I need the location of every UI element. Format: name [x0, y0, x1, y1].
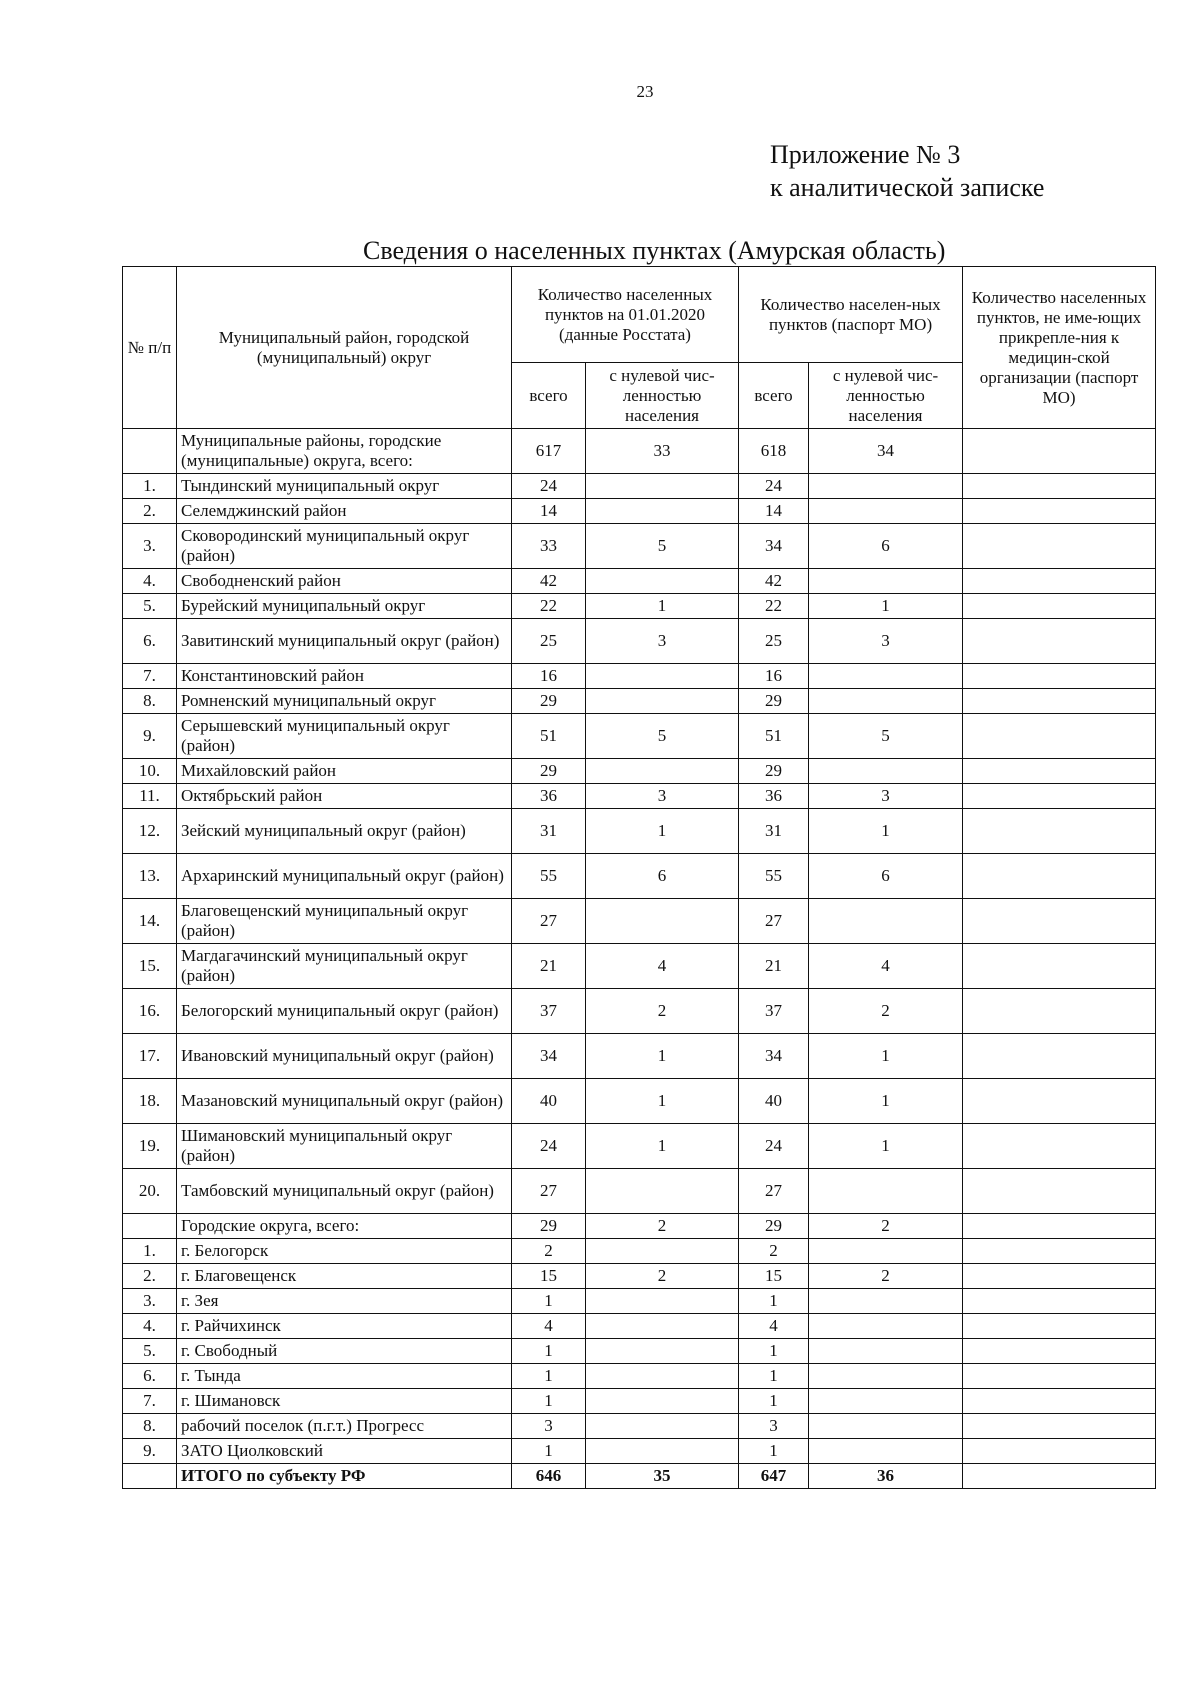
municipal-row	[123, 664, 1156, 689]
rosstat-zero: 2	[586, 989, 739, 1034]
no-attach	[963, 619, 1156, 664]
municipal-row	[123, 759, 1156, 784]
row-number: 11.	[123, 784, 177, 809]
rosstat-zero	[586, 474, 739, 499]
rosstat-total: 1	[512, 1339, 586, 1364]
row-name: г. Зея	[177, 1289, 512, 1314]
municipal-row	[123, 809, 1156, 854]
passport-zero	[809, 1389, 963, 1414]
row-name: Серышевский муниципальный округ (район)	[177, 714, 512, 759]
appendix-line-1: Приложение № 3	[770, 140, 961, 169]
rosstat-zero	[586, 1439, 739, 1464]
rosstat-zero: 6	[586, 854, 739, 899]
rosstat-total: 1	[512, 1364, 586, 1389]
urban-row	[123, 1314, 1156, 1339]
passport-zero	[809, 499, 963, 524]
rosstat-total: 29	[512, 1214, 586, 1239]
municipal-row	[123, 569, 1156, 594]
rosstat-total: 15	[512, 1264, 586, 1289]
row-name: Муниципальные районы, городские (муниципальные) округа, всего:	[177, 429, 512, 474]
rosstat-total: 42	[512, 569, 586, 594]
passport-zero	[809, 689, 963, 714]
passport-zero: 4	[809, 944, 963, 989]
passport-total: 36	[739, 784, 809, 809]
passport-total: 1	[739, 1339, 809, 1364]
rosstat-zero: 33	[586, 429, 739, 474]
row-number	[123, 1464, 177, 1489]
rosstat-zero: 1	[586, 809, 739, 854]
rosstat-total: 37	[512, 989, 586, 1034]
no-attach	[963, 1034, 1156, 1079]
row-name: Белогорский муниципальный округ (район)	[177, 989, 512, 1034]
row-number: 4.	[123, 569, 177, 594]
passport-zero: 34	[809, 429, 963, 474]
no-attach	[963, 899, 1156, 944]
no-attach	[963, 1289, 1156, 1314]
passport-total: 618	[739, 429, 809, 474]
document-title: Сведения о населенных пунктах (Амурская область)	[363, 236, 946, 265]
urban-row	[123, 1439, 1156, 1464]
urban-row	[123, 1389, 1156, 1414]
rosstat-zero	[586, 1414, 739, 1439]
table-body	[123, 429, 1156, 1489]
no-attach	[963, 714, 1156, 759]
municipal-row	[123, 714, 1156, 759]
passport-total: 40	[739, 1079, 809, 1124]
passport-total: 55	[739, 854, 809, 899]
row-number: 4.	[123, 1314, 177, 1339]
municipal-total-row	[123, 429, 1156, 474]
passport-total: 29	[739, 689, 809, 714]
rosstat-total: 16	[512, 664, 586, 689]
rosstat-total: 36	[512, 784, 586, 809]
no-attach	[963, 1314, 1156, 1339]
no-attach	[963, 809, 1156, 854]
passport-total: 27	[739, 1169, 809, 1214]
passport-zero: 6	[809, 524, 963, 569]
row-name: г. Тында	[177, 1364, 512, 1389]
passport-total: 37	[739, 989, 809, 1034]
rosstat-zero: 3	[586, 784, 739, 809]
passport-total: 27	[739, 899, 809, 944]
passport-total: 34	[739, 1034, 809, 1079]
rosstat-zero	[586, 1169, 739, 1214]
row-number: 1.	[123, 474, 177, 499]
row-number: 6.	[123, 619, 177, 664]
no-attach	[963, 759, 1156, 784]
header-rosstat-total: всего	[512, 363, 586, 429]
page-number: 23	[636, 82, 654, 101]
row-number: 5.	[123, 1339, 177, 1364]
rosstat-total: 55	[512, 854, 586, 899]
no-attach	[963, 664, 1156, 689]
rosstat-zero	[586, 1239, 739, 1264]
passport-total: 1	[739, 1439, 809, 1464]
passport-zero	[809, 759, 963, 784]
rosstat-total: 646	[512, 1464, 586, 1489]
row-number: 9.	[123, 714, 177, 759]
rosstat-zero	[586, 899, 739, 944]
rosstat-zero	[586, 1314, 739, 1339]
row-number: 2.	[123, 1264, 177, 1289]
no-attach	[963, 1339, 1156, 1364]
rosstat-zero	[586, 1389, 739, 1414]
row-name: Завитинский муниципальный округ (район)	[177, 619, 512, 664]
passport-total: 31	[739, 809, 809, 854]
rosstat-total: 27	[512, 899, 586, 944]
header-no-attach: Количество населенных пунктов, не име-ющих прикрепле-ния к медицин-ской организации (паспорт МО)	[963, 267, 1156, 429]
row-number: 2.	[123, 499, 177, 524]
rosstat-total: 2	[512, 1239, 586, 1264]
row-number: 8.	[123, 1414, 177, 1439]
row-number: 20.	[123, 1169, 177, 1214]
row-name: рабочий поселок (п.г.т.) Прогресс	[177, 1414, 512, 1439]
row-name: Архаринский муниципальный округ (район)	[177, 854, 512, 899]
no-attach	[963, 499, 1156, 524]
row-name: Мазановский муниципальный округ (район)	[177, 1079, 512, 1124]
row-number: 6.	[123, 1364, 177, 1389]
no-attach	[963, 1239, 1156, 1264]
header-passport-zero: с нулевой чис-ленностью населения	[809, 363, 963, 429]
passport-total: 1	[739, 1389, 809, 1414]
row-name: ЗАТО Циолковский	[177, 1439, 512, 1464]
row-number: 7.	[123, 1389, 177, 1414]
urban-row	[123, 1264, 1156, 1289]
rosstat-zero: 35	[586, 1464, 739, 1489]
rosstat-zero: 1	[586, 1034, 739, 1079]
row-number: 15.	[123, 944, 177, 989]
passport-zero: 1	[809, 594, 963, 619]
row-number: 1.	[123, 1239, 177, 1264]
no-attach	[963, 689, 1156, 714]
passport-total: 24	[739, 474, 809, 499]
row-name: Октябрьский район	[177, 784, 512, 809]
row-name: Сковородинский муниципальный округ (район)	[177, 524, 512, 569]
passport-zero: 1	[809, 1034, 963, 1079]
no-attach	[963, 429, 1156, 474]
rosstat-zero	[586, 499, 739, 524]
rosstat-total: 31	[512, 809, 586, 854]
passport-zero: 2	[809, 989, 963, 1034]
passport-total: 16	[739, 664, 809, 689]
rosstat-zero	[586, 569, 739, 594]
rosstat-total: 3	[512, 1414, 586, 1439]
row-name: г. Шимановск	[177, 1389, 512, 1414]
municipal-row	[123, 594, 1156, 619]
row-number: 14.	[123, 899, 177, 944]
rosstat-total: 24	[512, 1124, 586, 1169]
rosstat-zero	[586, 689, 739, 714]
row-number	[123, 429, 177, 474]
passport-zero	[809, 1289, 963, 1314]
header-num: № п/п	[123, 267, 177, 429]
no-attach	[963, 989, 1156, 1034]
grand-total-row	[123, 1464, 1156, 1489]
rosstat-total: 40	[512, 1079, 586, 1124]
passport-total: 15	[739, 1264, 809, 1289]
row-name: г. Свободный	[177, 1339, 512, 1364]
no-attach	[963, 1079, 1156, 1124]
passport-zero: 36	[809, 1464, 963, 1489]
rosstat-total: 617	[512, 429, 586, 474]
header-passport-total: всего	[739, 363, 809, 429]
rosstat-zero	[586, 759, 739, 784]
municipal-row	[123, 899, 1156, 944]
passport-total: 1	[739, 1364, 809, 1389]
no-attach	[963, 1389, 1156, 1414]
passport-zero	[809, 1439, 963, 1464]
no-attach	[963, 1124, 1156, 1169]
header-passport: Количество населен-ных пунктов (паспорт МО)	[739, 267, 963, 363]
rosstat-zero: 3	[586, 619, 739, 664]
no-attach	[963, 784, 1156, 809]
passport-zero: 1	[809, 809, 963, 854]
header-rosstat: Количество населенных пунктов на 01.01.2020 (данные Росстата)	[512, 267, 739, 363]
municipal-row	[123, 1034, 1156, 1079]
rosstat-total: 4	[512, 1314, 586, 1339]
passport-zero: 1	[809, 1124, 963, 1169]
no-attach	[963, 1214, 1156, 1239]
rosstat-total: 1	[512, 1389, 586, 1414]
row-number: 3.	[123, 524, 177, 569]
row-number: 5.	[123, 594, 177, 619]
passport-zero	[809, 569, 963, 594]
rosstat-total: 51	[512, 714, 586, 759]
rosstat-total: 34	[512, 1034, 586, 1079]
rosstat-zero: 1	[586, 594, 739, 619]
row-name: ИТОГО по субъекту РФ	[177, 1464, 512, 1489]
row-name: Ромненский муниципальный округ	[177, 689, 512, 714]
urban-row	[123, 1289, 1156, 1314]
rosstat-total: 1	[512, 1289, 586, 1314]
row-name: Благовещенский муниципальный округ (район)	[177, 899, 512, 944]
rosstat-total: 1	[512, 1439, 586, 1464]
municipal-row	[123, 1169, 1156, 1214]
row-name: Ивановский муниципальный округ (район)	[177, 1034, 512, 1079]
row-number: 16.	[123, 989, 177, 1034]
rosstat-total: 27	[512, 1169, 586, 1214]
municipal-row	[123, 944, 1156, 989]
no-attach	[963, 594, 1156, 619]
row-name: г. Благовещенск	[177, 1264, 512, 1289]
passport-total: 24	[739, 1124, 809, 1169]
settlements-table	[122, 266, 1156, 1489]
passport-zero: 3	[809, 619, 963, 664]
row-number: 18.	[123, 1079, 177, 1124]
passport-zero: 1	[809, 1079, 963, 1124]
row-name: Константиновский район	[177, 664, 512, 689]
rosstat-zero: 1	[586, 1124, 739, 1169]
table-header	[123, 267, 1156, 429]
passport-total: 25	[739, 619, 809, 664]
urban-row	[123, 1414, 1156, 1439]
row-name: Магдагачинский муниципальный округ (район)	[177, 944, 512, 989]
rosstat-zero	[586, 664, 739, 689]
rosstat-total: 24	[512, 474, 586, 499]
row-number: 7.	[123, 664, 177, 689]
rosstat-zero	[586, 1364, 739, 1389]
passport-zero	[809, 664, 963, 689]
municipal-row	[123, 524, 1156, 569]
row-name: Городские округа, всего:	[177, 1214, 512, 1239]
no-attach	[963, 524, 1156, 569]
urban-row	[123, 1239, 1156, 1264]
appendix-line-2: к аналитической записке	[770, 173, 1045, 202]
no-attach	[963, 1364, 1156, 1389]
row-number: 9.	[123, 1439, 177, 1464]
rosstat-total: 25	[512, 619, 586, 664]
passport-total: 2	[739, 1239, 809, 1264]
passport-zero: 3	[809, 784, 963, 809]
rosstat-total: 22	[512, 594, 586, 619]
urban-row	[123, 1364, 1156, 1389]
no-attach	[963, 474, 1156, 499]
municipal-row	[123, 499, 1156, 524]
passport-zero	[809, 474, 963, 499]
no-attach	[963, 854, 1156, 899]
row-name: Михайловский район	[177, 759, 512, 784]
rosstat-zero: 1	[586, 1079, 739, 1124]
passport-zero: 5	[809, 714, 963, 759]
passport-zero: 2	[809, 1264, 963, 1289]
passport-zero	[809, 1314, 963, 1339]
passport-total: 34	[739, 524, 809, 569]
municipal-row	[123, 989, 1156, 1034]
passport-total: 29	[739, 1214, 809, 1239]
no-attach	[963, 1464, 1156, 1489]
passport-zero	[809, 1339, 963, 1364]
passport-total: 4	[739, 1314, 809, 1339]
municipal-row	[123, 854, 1156, 899]
row-number: 10.	[123, 759, 177, 784]
rosstat-total: 21	[512, 944, 586, 989]
header-district: Муниципальный район, городской (муниципальный) округ	[177, 267, 512, 429]
passport-total: 22	[739, 594, 809, 619]
row-name: Бурейский муниципальный округ	[177, 594, 512, 619]
no-attach	[963, 1264, 1156, 1289]
urban-row	[123, 1339, 1156, 1364]
passport-total: 3	[739, 1414, 809, 1439]
row-name: Тамбовский муниципальный округ (район)	[177, 1169, 512, 1214]
row-name: Шимановский муниципальный округ (район)	[177, 1124, 512, 1169]
municipal-row	[123, 1079, 1156, 1124]
row-name: г. Белогорск	[177, 1239, 512, 1264]
row-name: Тындинский муниципальный округ	[177, 474, 512, 499]
row-number: 19.	[123, 1124, 177, 1169]
no-attach	[963, 1169, 1156, 1214]
passport-total: 14	[739, 499, 809, 524]
rosstat-zero	[586, 1289, 739, 1314]
passport-total: 1	[739, 1289, 809, 1314]
no-attach	[963, 944, 1156, 989]
no-attach	[963, 1414, 1156, 1439]
row-number: 12.	[123, 809, 177, 854]
no-attach	[963, 1439, 1156, 1464]
rosstat-zero: 2	[586, 1214, 739, 1239]
row-number: 3.	[123, 1289, 177, 1314]
row-number	[123, 1214, 177, 1239]
municipal-row	[123, 1124, 1156, 1169]
passport-total: 51	[739, 714, 809, 759]
passport-zero: 6	[809, 854, 963, 899]
rosstat-total: 29	[512, 689, 586, 714]
row-name: г. Райчихинск	[177, 1314, 512, 1339]
passport-total: 42	[739, 569, 809, 594]
header-rosstat-zero: с нулевой чис-ленностью населения	[586, 363, 739, 429]
passport-total: 21	[739, 944, 809, 989]
row-number: 8.	[123, 689, 177, 714]
municipal-row	[123, 619, 1156, 664]
row-name: Селемджинский район	[177, 499, 512, 524]
rosstat-zero: 5	[586, 714, 739, 759]
row-number: 17.	[123, 1034, 177, 1079]
passport-zero	[809, 1364, 963, 1389]
row-name: Зейский муниципальный округ (район)	[177, 809, 512, 854]
no-attach	[963, 569, 1156, 594]
municipal-row	[123, 784, 1156, 809]
passport-zero	[809, 1414, 963, 1439]
rosstat-zero: 2	[586, 1264, 739, 1289]
rosstat-zero: 5	[586, 524, 739, 569]
row-name: Свободненский район	[177, 569, 512, 594]
passport-zero	[809, 1169, 963, 1214]
municipal-row	[123, 474, 1156, 499]
passport-zero	[809, 1239, 963, 1264]
appendix-heading	[770, 138, 1044, 204]
rosstat-total: 29	[512, 759, 586, 784]
row-number: 13.	[123, 854, 177, 899]
rosstat-total: 33	[512, 524, 586, 569]
rosstat-total: 14	[512, 499, 586, 524]
rosstat-zero: 4	[586, 944, 739, 989]
rosstat-zero	[586, 1339, 739, 1364]
passport-total: 647	[739, 1464, 809, 1489]
municipal-row	[123, 689, 1156, 714]
passport-total: 29	[739, 759, 809, 784]
urban-total-row	[123, 1214, 1156, 1239]
passport-zero	[809, 899, 963, 944]
passport-zero: 2	[809, 1214, 963, 1239]
